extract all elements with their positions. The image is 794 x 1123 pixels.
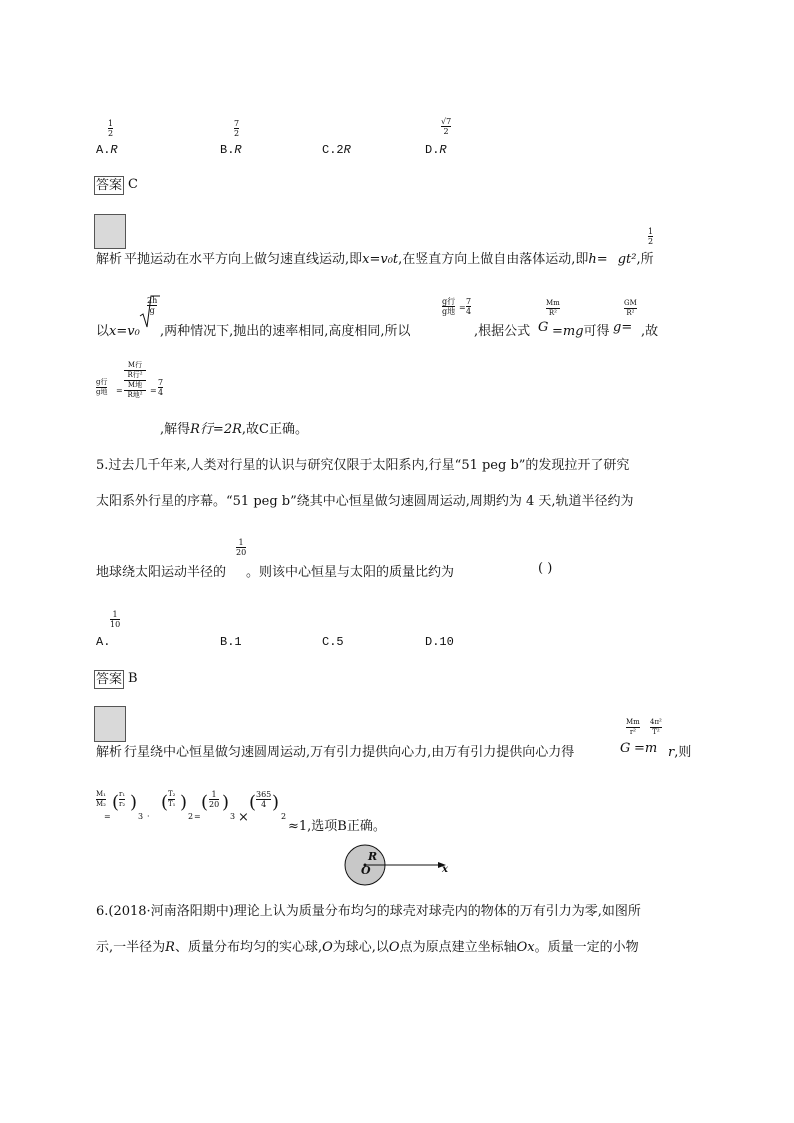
analysis-text: ,则 (674, 745, 692, 760)
variable: Ox (516, 940, 535, 955)
fraction-numerator: 4π² (650, 718, 662, 726)
fraction-numerator: 1 (112, 610, 118, 619)
analysis-label: 解析 (96, 252, 123, 267)
fraction-denominator: 2 (108, 129, 114, 138)
sqrt-fraction (147, 296, 157, 315)
question-5-line-1: 5.过去几千年来,人类对行星的认识与研究仅限于太阳系内,行星“51 peg b”的发现拉开了研究 (96, 458, 630, 473)
period-ratio (168, 790, 175, 809)
fraction-numerator: T₂ (168, 790, 176, 798)
fraction-numerator: √7 (441, 117, 452, 126)
fraction-denominator: R地² (124, 390, 146, 400)
fraction-numerator: M₁ (96, 790, 106, 798)
analysis-line-3 (160, 418, 308, 437)
option-value: R (343, 143, 351, 157)
fraction-denominator: 2 (234, 129, 240, 138)
exponent: 2 (281, 812, 287, 821)
right-paren: ) (272, 792, 280, 813)
option-a-fraction (110, 610, 120, 629)
ratio-value (466, 297, 471, 316)
equation: r (668, 745, 675, 760)
analysis-text: ,所 (636, 252, 654, 267)
formula-g: G (538, 320, 549, 335)
fraction-numerator: Mm (546, 299, 560, 307)
analysis-marker (94, 214, 126, 249)
analysis-text: ,故C正确。 (241, 422, 308, 437)
analysis-line-2 (96, 320, 140, 339)
g-formula-fraction (624, 299, 637, 318)
option-b: B.1 (220, 635, 242, 649)
fraction-denominator: T₁ (168, 800, 176, 808)
analysis-marker (94, 706, 126, 742)
fraction-denominator: R² (546, 308, 560, 318)
radius-ratio (119, 790, 125, 809)
fraction-denominator: R² (624, 308, 637, 318)
analysis-line-1: 行星绕中心恒星做匀速圆周运动,万有引力提供向心力,由万有引力提供向心力得 (124, 745, 575, 760)
exponent: 3 (138, 812, 144, 821)
compound-value (158, 378, 163, 397)
g-formula-lhs (613, 320, 632, 335)
left-paren: ( (201, 792, 209, 813)
question-text: 、质量分布均匀的实心球, (174, 940, 323, 955)
equation: x=v₀ (109, 324, 140, 339)
formula-eq: =m (634, 741, 658, 756)
variable: O (388, 940, 400, 955)
q5-fraction (236, 538, 246, 557)
equation: gt² (617, 252, 637, 267)
fraction-numerator: 1 (238, 538, 244, 547)
analysis-text: ,根据公式 (474, 324, 531, 339)
centripetal-fraction (650, 718, 662, 737)
fraction-numerator: 1 (211, 790, 217, 799)
option-c: C.5 (322, 635, 344, 649)
fraction-numerator: 1 (108, 119, 114, 128)
option-b (220, 143, 242, 157)
analysis-line-2-end: ,故 (641, 324, 659, 339)
variable: O (322, 940, 333, 955)
answer-label: 答案 (96, 178, 123, 193)
fraction-denominator: 20 (209, 800, 220, 809)
question-5-line-3: 地球绕太阳运动半径的 (96, 565, 227, 580)
analysis-text: ,在竖直方向上做自由落体运动,即 (398, 252, 589, 267)
formula-rhs (552, 320, 610, 339)
equation: R行=2R (190, 422, 242, 437)
fraction-denominator: 2 (441, 126, 451, 136)
radius-value (209, 790, 219, 809)
answer-parentheses: ( ) (538, 561, 553, 576)
fraction-denominator: R行² (124, 370, 146, 380)
analysis-label: 解析 (96, 745, 123, 760)
force-fraction (626, 718, 640, 737)
fraction-denominator: T² (650, 727, 662, 737)
fraction-denominator: M₂ (96, 800, 106, 808)
fraction-denominator: r² (626, 727, 640, 737)
fraction-denominator: 4 (256, 799, 271, 809)
fraction-numerator: GM (624, 299, 637, 307)
question-6-line-1: 6.(2018·河南洛阳期中)理论上认为质量分布均匀的球壳对球壳内的物体的万有引力为零,如图所 (96, 904, 641, 919)
fraction-numerator: M地 (124, 380, 146, 390)
option-a-fraction (108, 119, 113, 138)
analysis-line-1 (124, 248, 654, 267)
fraction-denominator: 10 (110, 620, 121, 629)
option-d-fraction (441, 117, 451, 136)
equals-sign: = (104, 812, 111, 821)
option-a (96, 143, 118, 157)
formula-g: G (620, 741, 631, 756)
question-text: 示,一半径为 (96, 940, 166, 955)
fraction-numerator: 1 (648, 227, 654, 236)
x-axis-label: x (442, 864, 448, 875)
radius-label: R (368, 850, 378, 863)
answer-value: C (128, 177, 138, 192)
option-label: D. (425, 143, 440, 157)
half-fraction (648, 227, 653, 246)
option-label: C.2 (322, 143, 344, 157)
question-6-line-2 (96, 936, 639, 955)
equals-sign: = (116, 386, 123, 395)
variable: R (165, 940, 175, 955)
analysis-text: 平抛运动在水平方向上做匀速直线运动,即 (124, 252, 363, 267)
analysis-line-2b: ,两种情况下,抛出的速率相同,高度相同,所以 (160, 324, 411, 339)
equals-sign: = (150, 386, 157, 395)
analysis-text: 以 (96, 324, 110, 339)
fraction-denominator: g地 (96, 388, 108, 396)
analysis-line-2-end: ≈1,选项B正确。 (288, 819, 386, 834)
fraction-numerator: g行 (96, 378, 108, 386)
fraction-numerator: r₁ (119, 790, 126, 798)
fraction-numerator: M行 (127, 361, 143, 369)
question-text: 。质量一定的小物 (534, 940, 639, 955)
fraction-denominator: 2 (648, 237, 654, 246)
option-d: D.10 (425, 635, 454, 649)
equation: h= (588, 252, 608, 267)
multiply-sign: × (238, 810, 249, 825)
equation: =mg (552, 324, 584, 339)
analysis-text: 可得 (583, 324, 610, 339)
compound-lhs (96, 378, 107, 397)
analysis-line-2c (474, 320, 530, 339)
equals-sign: = (194, 812, 201, 821)
right-paren: ) (180, 792, 188, 813)
right-paren: ) (130, 792, 138, 813)
exponent: 2 (188, 812, 194, 821)
option-value: R (234, 143, 242, 157)
option-a: A. (96, 635, 111, 649)
formula-fraction (546, 299, 560, 318)
equation: x=v₀t (362, 252, 399, 267)
analysis-line-1-end (668, 741, 691, 760)
right-paren: ) (222, 792, 230, 813)
fraction-denominator: 4 (158, 388, 164, 397)
equation: g= (613, 320, 633, 335)
mass-ratio (96, 790, 106, 809)
answer-label: 答案 (96, 672, 123, 687)
left-paren: ( (249, 792, 257, 813)
answer-value: B (128, 671, 138, 686)
fraction-numerator: 7 (234, 119, 240, 128)
fraction-numerator: 7 (466, 297, 472, 306)
multiply-dot: · (147, 812, 150, 821)
fraction-denominator: g (147, 305, 157, 315)
fraction-denominator: r₂ (119, 800, 126, 808)
origin-label: O (361, 864, 371, 877)
fraction-denominator: 20 (236, 548, 247, 557)
analysis-text: ,解得 (160, 422, 191, 437)
fraction-denominator: 4 (466, 307, 472, 316)
fraction-numerator: 2h (147, 296, 158, 305)
option-value: R (439, 143, 447, 157)
ratio-fraction (442, 297, 455, 316)
left-paren: ( (161, 792, 169, 813)
left-paren: ( (112, 792, 120, 813)
option-value: R (110, 143, 118, 157)
question-text: 为球心,以 (332, 940, 389, 955)
option-b-fraction (234, 119, 239, 138)
option-c (322, 143, 351, 157)
equals-sign: = (459, 303, 466, 312)
option-label: A. (96, 143, 111, 157)
question-5-line-2: 太阳系外行星的序幕。“51 peg b”绕其中心恒星做匀速圆周运动,周期约为 4 天,轨道半径约为 (96, 494, 634, 509)
fraction-numerator: g行 (442, 297, 456, 306)
fraction-numerator: Mm (626, 718, 640, 726)
exponent: 3 (230, 812, 236, 821)
fraction-numerator: 7 (158, 378, 164, 387)
compound-rhs (124, 361, 146, 400)
fraction-numerator: 365 (256, 790, 272, 799)
option-d (425, 143, 447, 157)
fraction-denominator: g地 (442, 307, 456, 316)
period-value (256, 790, 271, 809)
question-text: 点为原点建立坐标轴 (399, 940, 517, 955)
option-label: B. (220, 143, 235, 157)
question-5-line-3-end: 。则该中心恒星与太阳的质量比约为 (246, 565, 455, 580)
